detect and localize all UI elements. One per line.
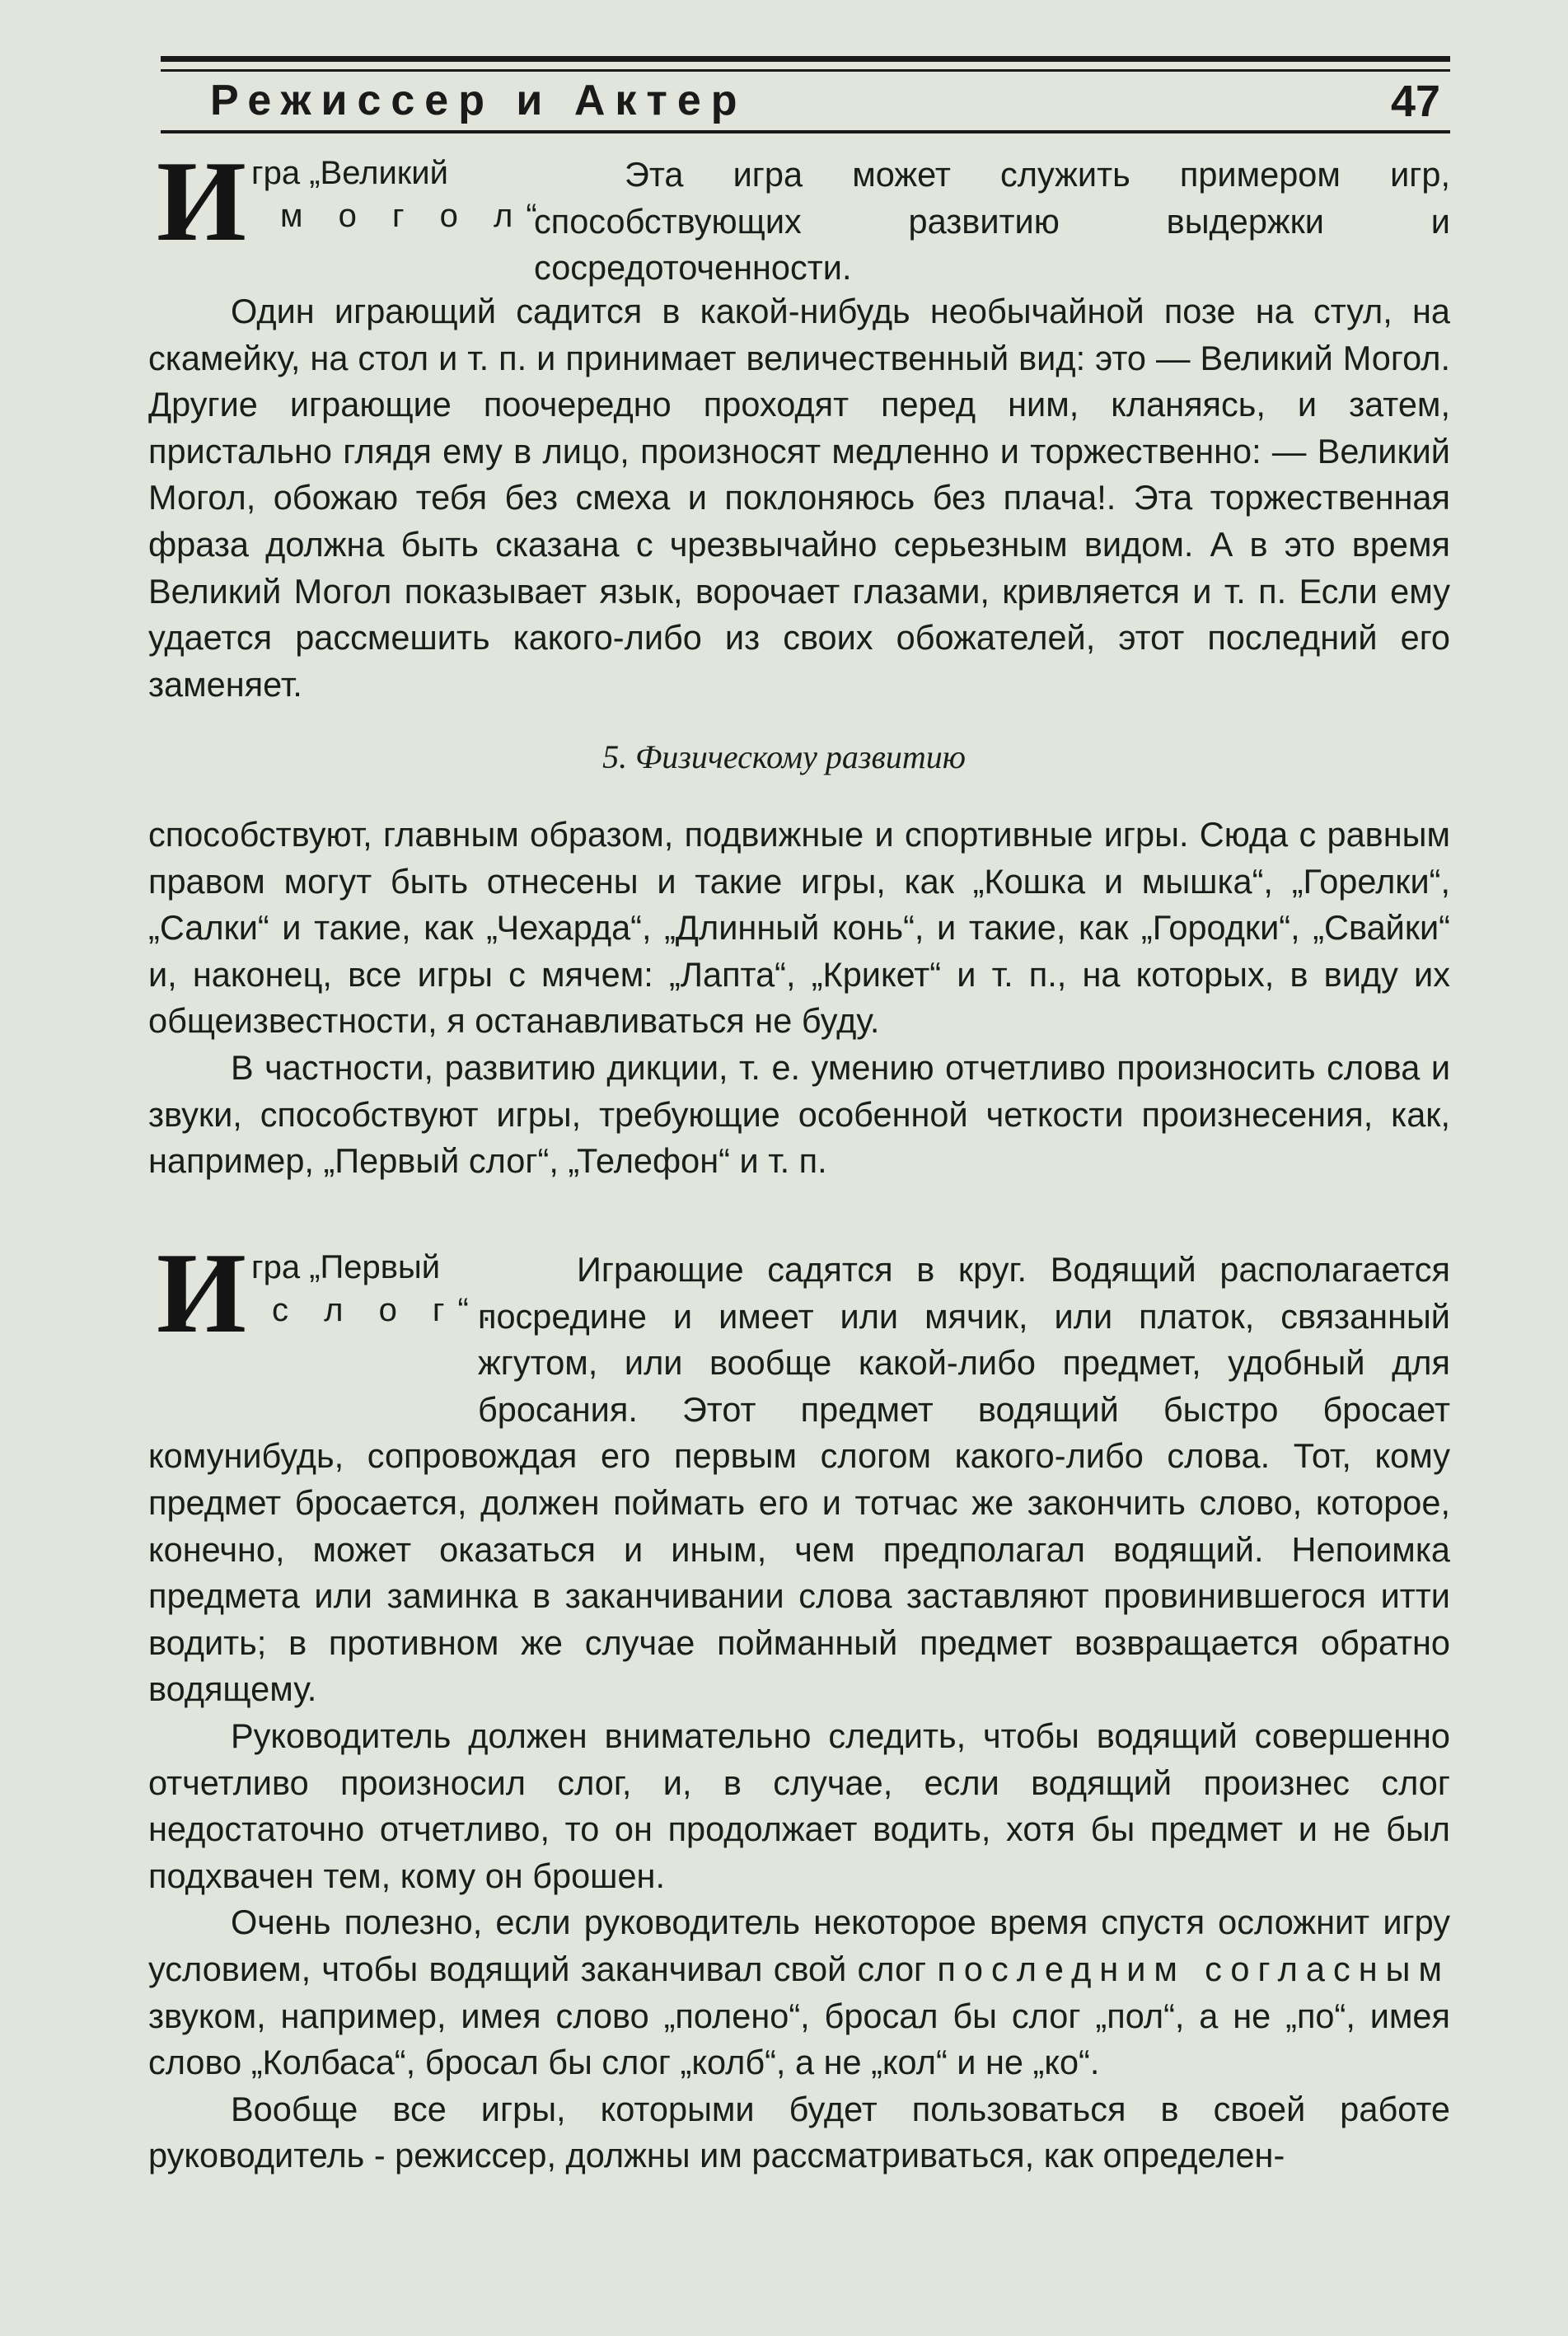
running-title: Режиссер и Актер [210, 77, 747, 124]
section5-para1: способствуют, главным образом, подвижные и спортивные игры. Сюда с равным правом могут быть отнесены и такие игры, как „Кошка и мышка“, „Горелки“, „Салки“ и такие, как „Чехарда“, „Длинный конь“, и такие, как „Городки“, „Свайки“ и, наконец, все игры с мячем: „Лапта“, „Крикет“ и т. п., на которых, в виду их общеизвестности, я останавливаться не буду. [148, 815, 1450, 1041]
game1-body-text: Один играющий садится в какой-нибудь необычайной позе на стул, на скамейку, на стол и т. п. и принимает величественный вид: это — Великий Могол. Другие играющие поочередно проходят перед ним, кланяясь, и затем, пристально глядя ему в лицо, произносят медленно и торжественно: — Великий Могол, обожаю тебя без смеха и поклоняюсь без плача!. Эта торжественная фраза должна быть сказана с чрезвычайно серьезным видом. А в это время Великий Могол показывает язык, ворочает глазами, кривляется и т. п. Если ему удается рассмешить какого-либо из своих обожателей, этот последний его заменяет. [148, 292, 1450, 704]
game2-heading-space [148, 1247, 478, 1387]
game2-para4: Вообще все игры, которыми будет пользоваться в своей работе руководитель - режиссер, должны им рассматриваться, как определен- [148, 2089, 1450, 2175]
game2-body [148, 1247, 1450, 2179]
game2-para3-spaced: последним согласным [937, 1949, 1450, 1988]
game1-title-line1: гра „Великий [251, 155, 448, 191]
game2-para3-start: Очень полезно, если руководитель некоторое время спустя осложнит игру условием, чтобы водящий заканчивал свой слог [148, 1903, 1450, 1988]
page-number: 47 [1391, 77, 1441, 126]
section5-text [148, 812, 1450, 1185]
game2-para3-end: звуком, например, имея слово „полено“, бросал бы слог „пол“, а не „по“, имея слово „Колбаса“, бросал бы слог „колб“, а не „кол“ и не „ко“. [148, 1996, 1450, 2082]
drop-cap-game2: И [157, 1229, 246, 1357]
section5-para2: В частности, развитию дикции, т. е. умению отчетливо произносить слова и звуки, способствуют игры, требующие особенной четкости произнесения, как, например, „Первый слог“, „Телефон“ и т. п. [148, 1047, 1450, 1181]
game1-intro [534, 152, 1450, 292]
game2-intro: Играющие садятся в круг. Водящий располагается посредине и имеет или мячик, или платок, связанный жгутом, или вообще какой-либо предмет, удобный для бросания. Этот предмет водящий быстро бросает комунибудь, сопровождая его первым слогом какого-либо слова. Тот, кому предмет бросается, должен поймать его и тотчас же закончить слово, которое, конечно, может оказаться и иным, чем предполагал водящий. Непоимка предмета или заминка в заканчивании слова заставляют провинившегося итти водить; в противном же случае пойманный предмет возвращается обратно водящему. [148, 1250, 1450, 1709]
header-rule-thin [161, 69, 1450, 72]
drop-cap-game1: И [157, 138, 246, 265]
game2-title-line1: гра „Первый [251, 1249, 441, 1285]
header-rule-bottom [161, 130, 1450, 133]
game2-para2: Руководитель должен внимательно следить, чтобы водящий совершенно отчетливо произносил слог, и, в случае, если водящий произнес слог недостаточно отчетливо, то он продолжает водить, хотя бы предмет и не был подхвачен тем, кому он брошен. [148, 1716, 1450, 1895]
header-rule-top [161, 56, 1450, 62]
game2-title-line2: с л о г“. [272, 1292, 504, 1328]
game1-body [148, 288, 1450, 708]
game2-para3 [148, 1899, 1450, 2086]
game1-intro-text: Эта игра может служить примером игр, способствующих развитию выдержки и сосредоточенности. [534, 155, 1450, 288]
section-heading: 5. Физическому развитию [602, 738, 966, 775]
game1-title-line2: м о г о л“. [280, 198, 573, 234]
